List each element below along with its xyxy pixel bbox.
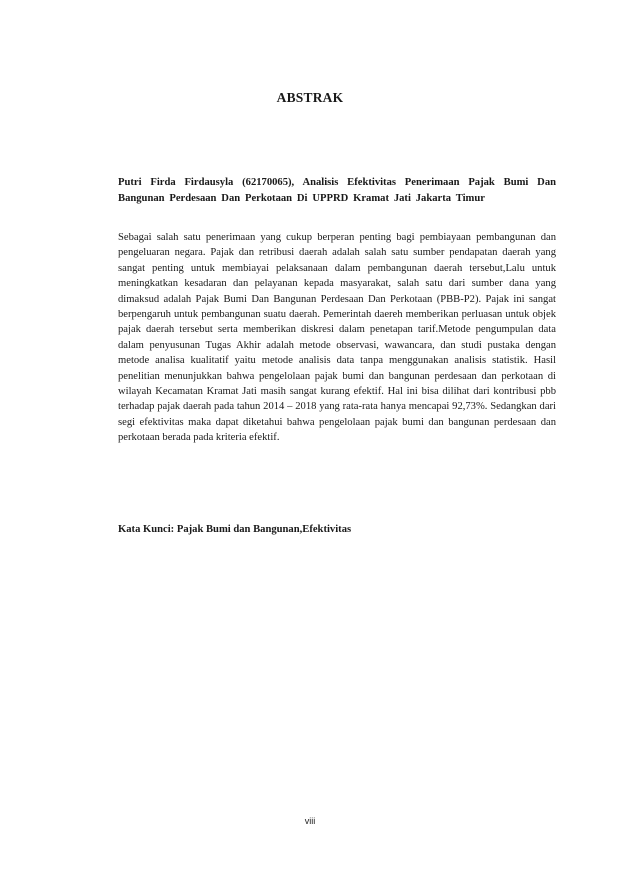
page-title: ABSTRAK bbox=[276, 90, 344, 105]
abstract-body: Sebagai salah satu penerimaan yang cukup berperan penting bagi pembiayaan pembangunan dan pengeluaran negara. Pajak dan retribusi daerah adalah salah satu sumber pendapatan daerah yang sangat penting untuk membiayai pelaksanaan dalam pembangunan daerah tersebut,Lalu untuk meningkatkan kesadaran dan pelayanan kepada masyarakat, salah satu dari sumber dana yang dimaksud adalah Pajak Bumi Dan Bangunan Perdesaan Dan Perkotaan (PBB-P2). Pajak ini sangat berpengaruh untuk pembangunan suatu daerah. Pemerintah daereh memberikan perluasan untuk objek pajak daerah tersebut serta memberikan diskresi dalam penetapan tarif.Metode pengumpulan data dalam penyusunan Tugas Akhir adalah metode observasi, wawancara, dan studi pustaka dengan metode analisa kualitatif yaitu metode analisis data tanpa menggunakan analisis statistik. Hasil penelitian menunjukkan bahwa pengelolaan pajak bumi dan bangunan perdesaan dan perkotaan di wilayah Kecamatan Kramat Jati masih sangat kurang efektif. Hal ini bisa dilihat dari kontribusi pbb terhadap pajak daerah pada tahun 2014 – 2018 yang rata-rata hanya mencapai 92,73%. Sedangkan dari segi efektivitas maka dapat diketahui bahwa pengelolaan pajak bumi dan bangunan perdesaan dan perkotaan berada pada kriteria efektif. bbox=[118, 232, 556, 444]
author-and-title-block bbox=[118, 175, 556, 207]
study-title: Analisis Efektivitas Penerimaan Pajak Bumi Dan Bangunan Perdesaan Dan Perkotaan Di UPPRD Kramat Jati Jakarta Timur bbox=[118, 177, 557, 205]
author-line: Putri Firda Firdausyla (62170065), bbox=[118, 177, 295, 188]
page-number: viii bbox=[304, 816, 316, 826]
keywords-line: Kata Kunci: Pajak Bumi dan Bangunan,Efektivitas bbox=[118, 524, 352, 535]
